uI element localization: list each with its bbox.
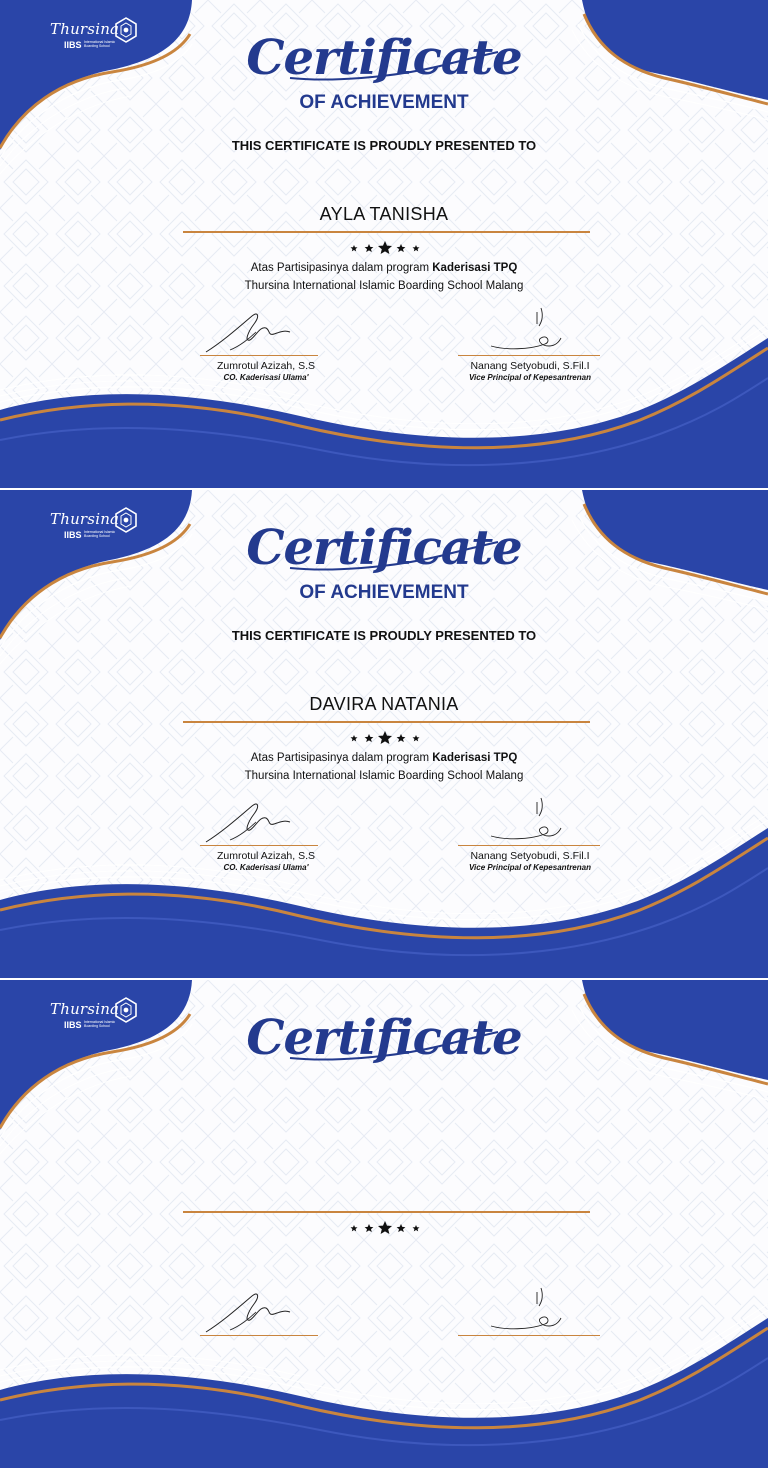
logo-abbreviation: IIBS (64, 40, 82, 50)
title-swash-ornament (270, 534, 500, 574)
title-swash-ornament (270, 1024, 500, 1064)
certificate-title: Certificate (246, 30, 522, 86)
stars-ornament-icon (346, 1220, 424, 1236)
recipient-underline (183, 1211, 590, 1213)
institution-name: Thursina International Islamic Boarding School Malang (244, 770, 524, 782)
signature-line-right (458, 845, 600, 846)
recipient-underline (183, 231, 590, 233)
stars-ornament-icon (346, 730, 424, 746)
signature-line-left (200, 1335, 318, 1336)
certificate-divider (0, 978, 768, 980)
certificate-card (0, 490, 768, 978)
signer-title-left: CO. Kaderisasi Ulama' (223, 863, 309, 872)
certificate-title: Certificate (246, 520, 522, 576)
presented-to-text: THIS CERTIFICATE IS PROUDLY PRESENTED TO (231, 138, 537, 153)
certificate-subtitle: OF ACHIEVEMENT (299, 92, 469, 113)
logo-subtitle: International Islamic Boarding School (84, 530, 116, 538)
title-swash-ornament (270, 44, 500, 84)
logo-abbreviation: IIBS (64, 1020, 82, 1030)
logo-script-text: Thursina (50, 1000, 120, 1018)
program-name: Kaderisasi TPQ (432, 262, 518, 274)
signature-left (200, 306, 300, 356)
signature-right (485, 794, 565, 846)
certificate-card (0, 0, 768, 488)
institution-name: Thursina International Islamic Boarding School Malang (244, 280, 524, 292)
signature-line-left (200, 355, 318, 356)
logo-abbreviation: IIBS (64, 530, 82, 540)
signature-line-right (458, 355, 600, 356)
certificate-divider (0, 488, 768, 490)
program-description (0, 262, 768, 274)
logo-subtitle: International Islamic Boarding School (84, 40, 116, 48)
signature-left (200, 796, 300, 846)
certificate-title: Certificate (246, 1010, 522, 1066)
signer-title-right: Vice Principal of Kepesantrenan (469, 863, 591, 872)
signer-title-left: CO. Kaderisasi Ulama' (223, 373, 309, 382)
recipient-underline (183, 721, 590, 723)
recipient-name: AYLA TANISHA (319, 204, 449, 224)
certificate-subtitle: OF ACHIEVEMENT (299, 582, 469, 603)
certificate-card (0, 980, 768, 1468)
signer-name-left: Zumrotul Azizah, S.S (216, 360, 316, 372)
signature-left (200, 1286, 300, 1336)
signer-name-right: Nanang Setyobudi, S.Fil.I (470, 360, 590, 372)
presented-to-text: THIS CERTIFICATE IS PROUDLY PRESENTED TO (231, 628, 537, 643)
logo-subtitle: International Islamic Boarding School (84, 1020, 116, 1028)
signature-line-left (200, 845, 318, 846)
logo-script-text: Thursina (50, 20, 120, 38)
signer-name-right: Nanang Setyobudi, S.Fil.I (470, 850, 590, 862)
program-name: Kaderisasi TPQ (432, 752, 518, 764)
signature-line-right (458, 1335, 600, 1336)
signer-name-left: Zumrotul Azizah, S.S (216, 850, 316, 862)
program-prefix: Atas Partisipasinya dalam program (250, 262, 433, 274)
program-description (0, 752, 768, 764)
signer-title-right: Vice Principal of Kepesantrenan (469, 373, 591, 382)
program-prefix: Atas Partisipasinya dalam program (250, 752, 433, 764)
signature-right (485, 304, 565, 356)
recipient-name: DAVIRA NATANIA (309, 694, 459, 714)
stars-ornament-icon (346, 240, 424, 256)
logo-script-text: Thursina (50, 510, 120, 528)
signature-right (485, 1284, 565, 1336)
